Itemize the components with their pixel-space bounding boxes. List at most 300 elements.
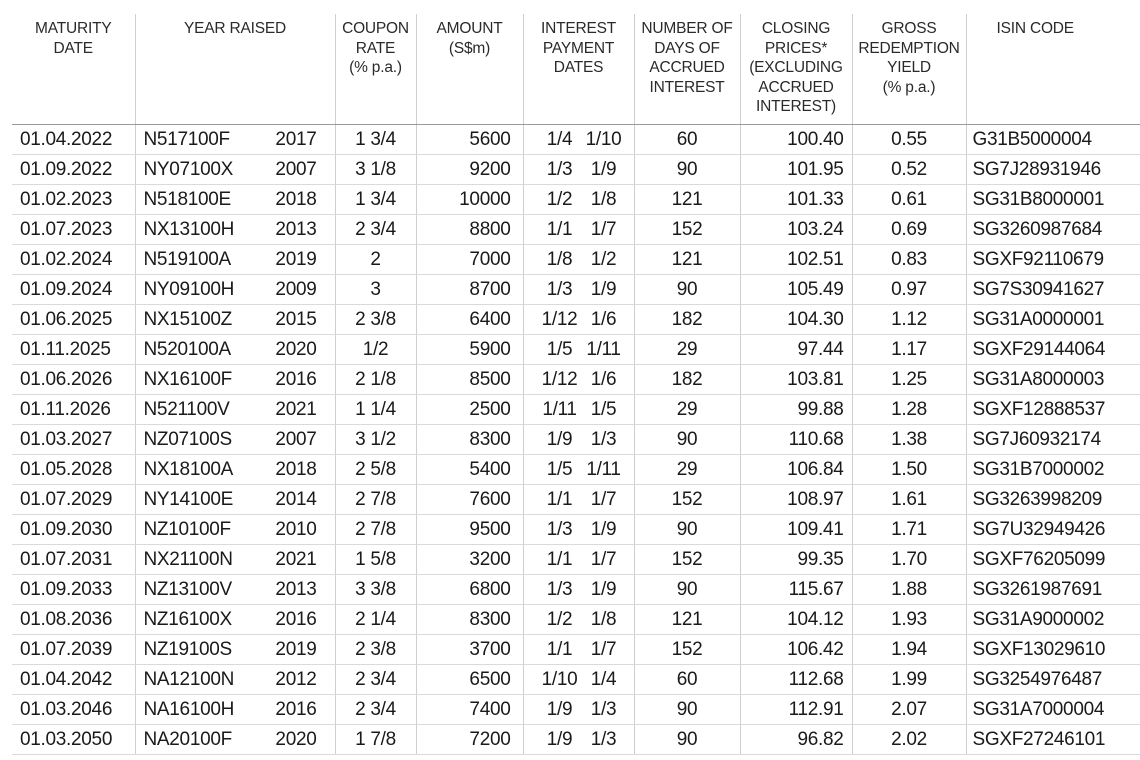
issue-code: NZ19100S [143,638,232,660]
maturity-date-cell: 01.05.2028 [12,455,135,485]
year-raised-cell [135,365,335,395]
year-raised: 2018 [275,188,317,210]
interest-payment-date-1: 1/5 [546,458,573,480]
days-accrued-cell: 152 [634,635,740,665]
coupon-rate-cell: 3 3/8 [335,575,416,605]
table-row [12,725,1140,755]
interest-payment-dates-cell [523,185,634,215]
year-raised: 2021 [275,398,317,420]
days-accrued-cell: 29 [634,395,740,425]
issue-code: NA12100N [143,668,235,690]
interest-payment-date-2: 1/6 [590,368,617,390]
days-accrued-cell: 182 [634,305,740,335]
issue-code: N519100A [143,248,231,270]
interest-payment-date-1: 1/9 [546,728,573,750]
coupon-rate-cell: 2 [335,245,416,275]
days-accrued-cell: 29 [634,335,740,365]
table-body [12,125,1140,755]
closing-price-cell: 96.82 [740,725,852,755]
closing-price-cell: 103.81 [740,365,852,395]
coupon-rate-cell: 1 5/8 [335,545,416,575]
closing-price-cell: 103.24 [740,215,852,245]
year-raised-cell [135,185,335,215]
amount-cell: 5600 [416,125,523,155]
maturity-date-cell: 01.06.2026 [12,365,135,395]
table-row [12,185,1140,215]
table-row [12,365,1140,395]
isin-code-cell: SG3261987691 [966,575,1140,605]
issue-code: NZ10100F [143,518,231,540]
year-raised-cell [135,275,335,305]
redemption-yield-cell: 1.12 [852,305,966,335]
interest-payment-dates-cell [523,455,634,485]
coupon-rate-cell: 2 7/8 [335,485,416,515]
days-accrued-cell: 90 [634,695,740,725]
amount-cell: 10000 [416,185,523,215]
interest-payment-date-2: 1/3 [590,428,617,450]
table-row [12,245,1140,275]
redemption-yield-cell: 2.07 [852,695,966,725]
isin-code-cell: SG7S30941627 [966,275,1140,305]
interest-payment-date-1: 1/4 [546,128,573,150]
interest-payment-dates-cell [523,425,634,455]
year-raised-cell [135,695,335,725]
interest-payment-date-2: 1/3 [590,728,617,750]
interest-payment-date-1: 1/9 [546,428,573,450]
issue-code: NX21100N [143,548,233,570]
year-raised: 2013 [275,578,317,600]
interest-payment-date-2: 1/3 [590,698,617,720]
interest-payment-date-1: 1/2 [546,608,573,630]
maturity-date-cell: 01.11.2026 [12,395,135,425]
coupon-rate-cell: 1 3/4 [335,125,416,155]
closing-price-cell: 109.41 [740,515,852,545]
redemption-yield-cell: 0.52 [852,155,966,185]
bond-prices-table [12,14,1140,755]
interest-payment-dates-cell [523,725,634,755]
issue-code: NY09100H [143,278,235,300]
interest-payment-dates-cell [523,395,634,425]
year-raised: 2016 [275,368,317,390]
interest-payment-dates-cell [523,365,634,395]
table-row [12,485,1140,515]
issue-code: NA20100F [143,728,232,750]
redemption-yield-cell: 1.99 [852,665,966,695]
coupon-rate-cell: 2 3/8 [335,305,416,335]
header-gross-redemption-yield: GROSS REDEMPTION YIELD (% p.a.) [852,14,966,125]
interest-payment-dates-cell [523,575,634,605]
year-raised-cell [135,335,335,365]
coupon-rate-cell: 1 1/4 [335,395,416,425]
header-coupon-unit: (% p.a.) [349,59,402,76]
amount-cell: 5900 [416,335,523,365]
interest-payment-date-2: 1/6 [590,308,617,330]
coupon-rate-cell: 2 5/8 [335,455,416,485]
interest-payment-date-2: 1/11 [586,338,621,360]
coupon-rate-cell: 2 1/8 [335,365,416,395]
amount-cell: 8500 [416,365,523,395]
days-accrued-cell: 90 [634,515,740,545]
interest-payment-date-2: 1/7 [590,218,617,240]
redemption-yield-cell: 0.55 [852,125,966,155]
days-accrued-cell: 121 [634,185,740,215]
closing-price-cell: 115.67 [740,575,852,605]
days-accrued-cell: 90 [634,425,740,455]
interest-payment-date-2: 1/9 [590,278,617,300]
interest-payment-date-1: 1/11 [542,398,577,420]
table-row [12,305,1140,335]
interest-payment-date-1: 1/8 [546,248,573,270]
redemption-yield-cell: 1.25 [852,365,966,395]
days-accrued-cell: 121 [634,245,740,275]
amount-cell: 2500 [416,395,523,425]
interest-payment-date-2: 1/7 [590,488,617,510]
interest-payment-date-2: 1/2 [590,248,617,270]
year-raised: 2017 [275,128,317,150]
days-accrued-cell: 152 [634,545,740,575]
year-raised: 2019 [275,248,317,270]
coupon-rate-cell: 2 3/4 [335,665,416,695]
interest-payment-date-1: 1/3 [546,158,573,180]
amount-cell: 8300 [416,605,523,635]
year-raised-cell [135,245,335,275]
redemption-yield-cell: 0.61 [852,185,966,215]
coupon-rate-cell: 3 1/2 [335,425,416,455]
year-raised: 2018 [275,458,317,480]
maturity-date-cell: 01.07.2039 [12,635,135,665]
issue-code: NX18100A [143,458,234,480]
year-raised: 2010 [275,518,317,540]
maturity-date-cell: 01.09.2024 [12,275,135,305]
year-raised-cell [135,155,335,185]
interest-payment-dates-cell [523,515,634,545]
issue-code: N518100E [143,188,231,210]
amount-cell: 7400 [416,695,523,725]
issue-code: NX15100Z [143,308,232,330]
redemption-yield-cell: 1.61 [852,485,966,515]
maturity-date-cell: 01.03.2027 [12,425,135,455]
interest-payment-dates-cell [523,695,634,725]
table-row [12,545,1140,575]
days-accrued-cell: 90 [634,155,740,185]
closing-price-cell: 101.33 [740,185,852,215]
year-raised: 2020 [275,338,317,360]
days-accrued-cell: 90 [634,275,740,305]
closing-price-cell: 104.30 [740,305,852,335]
amount-cell: 8700 [416,275,523,305]
table-row [12,155,1140,185]
interest-payment-date-1: 1/2 [546,188,573,210]
year-raised-cell [135,575,335,605]
closing-price-cell: 106.84 [740,455,852,485]
closing-price-cell: 102.51 [740,245,852,275]
interest-payment-date-2: 1/8 [590,608,617,630]
interest-payment-dates-cell [523,605,634,635]
interest-payment-date-1: 1/5 [546,338,573,360]
table-row [12,125,1140,155]
coupon-rate-cell: 2 1/4 [335,605,416,635]
issue-code: NY14100E [143,488,234,510]
closing-price-cell: 99.88 [740,395,852,425]
amount-cell: 6400 [416,305,523,335]
issue-code: N520100A [143,338,231,360]
issue-code: NX16100F [143,368,232,390]
maturity-date-cell: 01.06.2025 [12,305,135,335]
table-row [12,665,1140,695]
year-raised-cell [135,455,335,485]
maturity-date-cell: 01.07.2023 [12,215,135,245]
year-raised: 2016 [275,608,317,630]
isin-code-cell: SG3260987684 [966,215,1140,245]
amount-cell: 5400 [416,455,523,485]
maturity-date-cell: 01.09.2033 [12,575,135,605]
isin-code-cell: SG31A9000002 [966,605,1140,635]
interest-payment-date-1: 1/1 [546,638,573,660]
interest-payment-date-1: 1/3 [546,278,573,300]
year-raised-cell [135,635,335,665]
closing-price-cell: 110.68 [740,425,852,455]
table-row [12,215,1140,245]
isin-code-cell: SGXF29144064 [966,335,1140,365]
days-accrued-cell: 152 [634,215,740,245]
closing-price-cell: 112.68 [740,665,852,695]
issue-code: NZ16100X [143,608,232,630]
header-closing-prices: CLOSING PRICES* (EXCLUDING ACCRUED INTEREST) [740,14,852,125]
interest-payment-date-1: 1/3 [546,578,573,600]
interest-payment-dates-cell [523,665,634,695]
interest-payment-dates-cell [523,125,634,155]
maturity-date-cell: 01.03.2046 [12,695,135,725]
year-raised-cell [135,215,335,245]
interest-payment-date-1: 1/12 [541,368,578,390]
year-raised: 2021 [275,548,317,570]
isin-code-cell: SGXF13029610 [966,635,1140,665]
header-isin-code: ISIN CODE [966,14,1140,125]
interest-payment-dates-cell [523,155,634,185]
year-raised: 2015 [275,308,317,330]
table-row [12,605,1140,635]
amount-cell: 6500 [416,665,523,695]
maturity-date-cell: 01.02.2024 [12,245,135,275]
days-accrued-cell: 152 [634,485,740,515]
isin-code-cell: SGXF27246101 [966,725,1140,755]
issue-code: NZ07100S [143,428,232,450]
coupon-rate-cell: 2 7/8 [335,515,416,545]
interest-payment-date-2: 1/9 [590,518,617,540]
interest-payment-date-2: 1/8 [590,188,617,210]
header-yield-unit: (% p.a.) [882,78,936,96]
amount-cell: 8800 [416,215,523,245]
coupon-rate-cell: 2 3/8 [335,635,416,665]
redemption-yield-cell: 1.71 [852,515,966,545]
table-row [12,335,1140,365]
interest-payment-dates-cell [523,245,634,275]
interest-payment-date-1: 1/12 [541,308,578,330]
issue-code: NZ13100V [143,578,232,600]
issue-code: NX13100H [143,218,235,240]
isin-code-cell: SG7J60932174 [966,425,1140,455]
isin-code-cell: SG3263998209 [966,485,1140,515]
year-raised-cell [135,485,335,515]
redemption-yield-cell: 1.17 [852,335,966,365]
interest-payment-date-2: 1/4 [590,668,617,690]
year-raised-cell [135,395,335,425]
table-row [12,575,1140,605]
redemption-yield-cell: 1.93 [852,605,966,635]
year-raised: 2019 [275,638,317,660]
year-raised: 2009 [275,278,317,300]
isin-code-cell: G31B5000004 [966,125,1140,155]
redemption-yield-cell: 1.38 [852,425,966,455]
year-raised-cell [135,725,335,755]
closing-price-cell: 101.95 [740,155,852,185]
year-raised: 2012 [275,668,317,690]
table-row [12,395,1140,425]
year-raised: 2007 [275,158,317,180]
table-row [12,275,1140,305]
interest-payment-dates-cell [523,305,634,335]
closing-price-cell: 104.12 [740,605,852,635]
interest-payment-date-2: 1/11 [586,458,621,480]
year-raised: 2016 [275,698,317,720]
amount-cell: 8300 [416,425,523,455]
table-row [12,515,1140,545]
interest-payment-dates-cell [523,335,634,365]
days-accrued-cell: 121 [634,605,740,635]
interest-payment-date-1: 1/1 [546,488,573,510]
interest-payment-date-2: 1/7 [590,548,617,570]
redemption-yield-cell: 1.28 [852,395,966,425]
amount-cell: 7600 [416,485,523,515]
table-row [12,425,1140,455]
year-raised: 2007 [275,428,317,450]
table-header [12,14,1140,125]
header-interest-payment-dates: INTEREST PAYMENT DATES [523,14,634,125]
closing-price-cell: 106.42 [740,635,852,665]
interest-payment-date-1: 1/3 [546,518,573,540]
closing-price-cell: 99.35 [740,545,852,575]
coupon-rate-cell: 3 [335,275,416,305]
interest-payment-dates-cell [523,215,634,245]
coupon-rate-cell: 1 3/4 [335,185,416,215]
closing-price-cell: 100.40 [740,125,852,155]
interest-payment-date-1: 1/1 [546,548,573,570]
table-row [12,635,1140,665]
maturity-date-cell: 01.11.2025 [12,335,135,365]
isin-code-cell: SG31B7000002 [966,455,1140,485]
days-accrued-cell: 90 [634,725,740,755]
interest-payment-date-2: 1/7 [590,638,617,660]
maturity-date-cell: 01.07.2029 [12,485,135,515]
redemption-yield-cell: 0.83 [852,245,966,275]
interest-payment-date-2: 1/9 [590,158,617,180]
coupon-rate-cell: 1 7/8 [335,725,416,755]
year-raised-cell [135,515,335,545]
coupon-rate-cell: 2 3/4 [335,695,416,725]
isin-code-cell: SG31A7000004 [966,695,1140,725]
year-raised-cell [135,425,335,455]
isin-code-cell: SG7J28931946 [966,155,1140,185]
issue-code: NA16100H [143,698,235,720]
redemption-yield-cell: 0.69 [852,215,966,245]
year-raised-cell [135,605,335,635]
header-amount: AMOUNT (S$m) [416,14,523,125]
days-accrued-cell: 60 [634,665,740,695]
interest-payment-date-2: 1/5 [590,398,617,420]
redemption-yield-cell: 1.70 [852,545,966,575]
amount-cell: 9200 [416,155,523,185]
interest-payment-dates-cell [523,485,634,515]
redemption-yield-cell: 1.88 [852,575,966,605]
isin-code-cell: SG31A8000003 [966,365,1140,395]
maturity-date-cell: 01.08.2036 [12,605,135,635]
closing-price-cell: 108.97 [740,485,852,515]
interest-payment-date-1: 1/10 [541,668,578,690]
issue-code: N517100F [143,128,230,150]
coupon-rate-cell: 1/2 [335,335,416,365]
year-raised: 2014 [275,488,317,510]
interest-payment-dates-cell [523,545,634,575]
redemption-yield-cell: 1.94 [852,635,966,665]
days-accrued-cell: 182 [634,365,740,395]
maturity-date-cell: 01.07.2031 [12,545,135,575]
table-row [12,695,1140,725]
header-maturity-date: MATURITY DATE [12,14,135,125]
redemption-yield-cell: 0.97 [852,275,966,305]
isin-code-cell: SGXF92110679 [966,245,1140,275]
table-row [12,455,1140,485]
days-accrued-cell: 60 [634,125,740,155]
year-raised-cell [135,125,335,155]
amount-cell: 3700 [416,635,523,665]
isin-code-cell: SG7U32949426 [966,515,1140,545]
amount-cell: 3200 [416,545,523,575]
amount-cell: 6800 [416,575,523,605]
year-raised: 2020 [275,728,317,750]
amount-cell: 9500 [416,515,523,545]
closing-price-cell: 97.44 [740,335,852,365]
isin-code-cell: SG31B8000001 [966,185,1140,215]
header-days-accrued-interest: NUMBER OF DAYS OF ACCRUED INTEREST [634,14,740,125]
interest-payment-dates-cell [523,275,634,305]
isin-code-cell: SG3254976487 [966,665,1140,695]
closing-price-cell: 112.91 [740,695,852,725]
header-year-raised: YEAR RAISED [135,14,335,125]
interest-payment-date-2: 1/9 [590,578,617,600]
interest-payment-date-1: 1/1 [546,218,573,240]
maturity-date-cell: 01.09.2030 [12,515,135,545]
maturity-date-cell: 01.04.2042 [12,665,135,695]
redemption-yield-cell: 2.02 [852,725,966,755]
coupon-rate-cell: 2 3/4 [335,215,416,245]
header-coupon-rate: COUPON RATE (% p.a.) [335,14,416,125]
issue-code: N521100V [143,398,230,420]
amount-cell: 7200 [416,725,523,755]
closing-price-cell: 105.49 [740,275,852,305]
year-raised-cell [135,545,335,575]
isin-code-cell: SGXF12888537 [966,395,1140,425]
days-accrued-cell: 90 [634,575,740,605]
days-accrued-cell: 29 [634,455,740,485]
header-amount-unit: (S$m) [448,39,491,57]
maturity-date-cell: 01.02.2023 [12,185,135,215]
maturity-date-cell: 01.09.2022 [12,155,135,185]
coupon-rate-cell: 3 1/8 [335,155,416,185]
isin-code-cell: SGXF76205099 [966,545,1140,575]
redemption-yield-cell: 1.50 [852,455,966,485]
year-raised-cell [135,305,335,335]
amount-cell: 7000 [416,245,523,275]
